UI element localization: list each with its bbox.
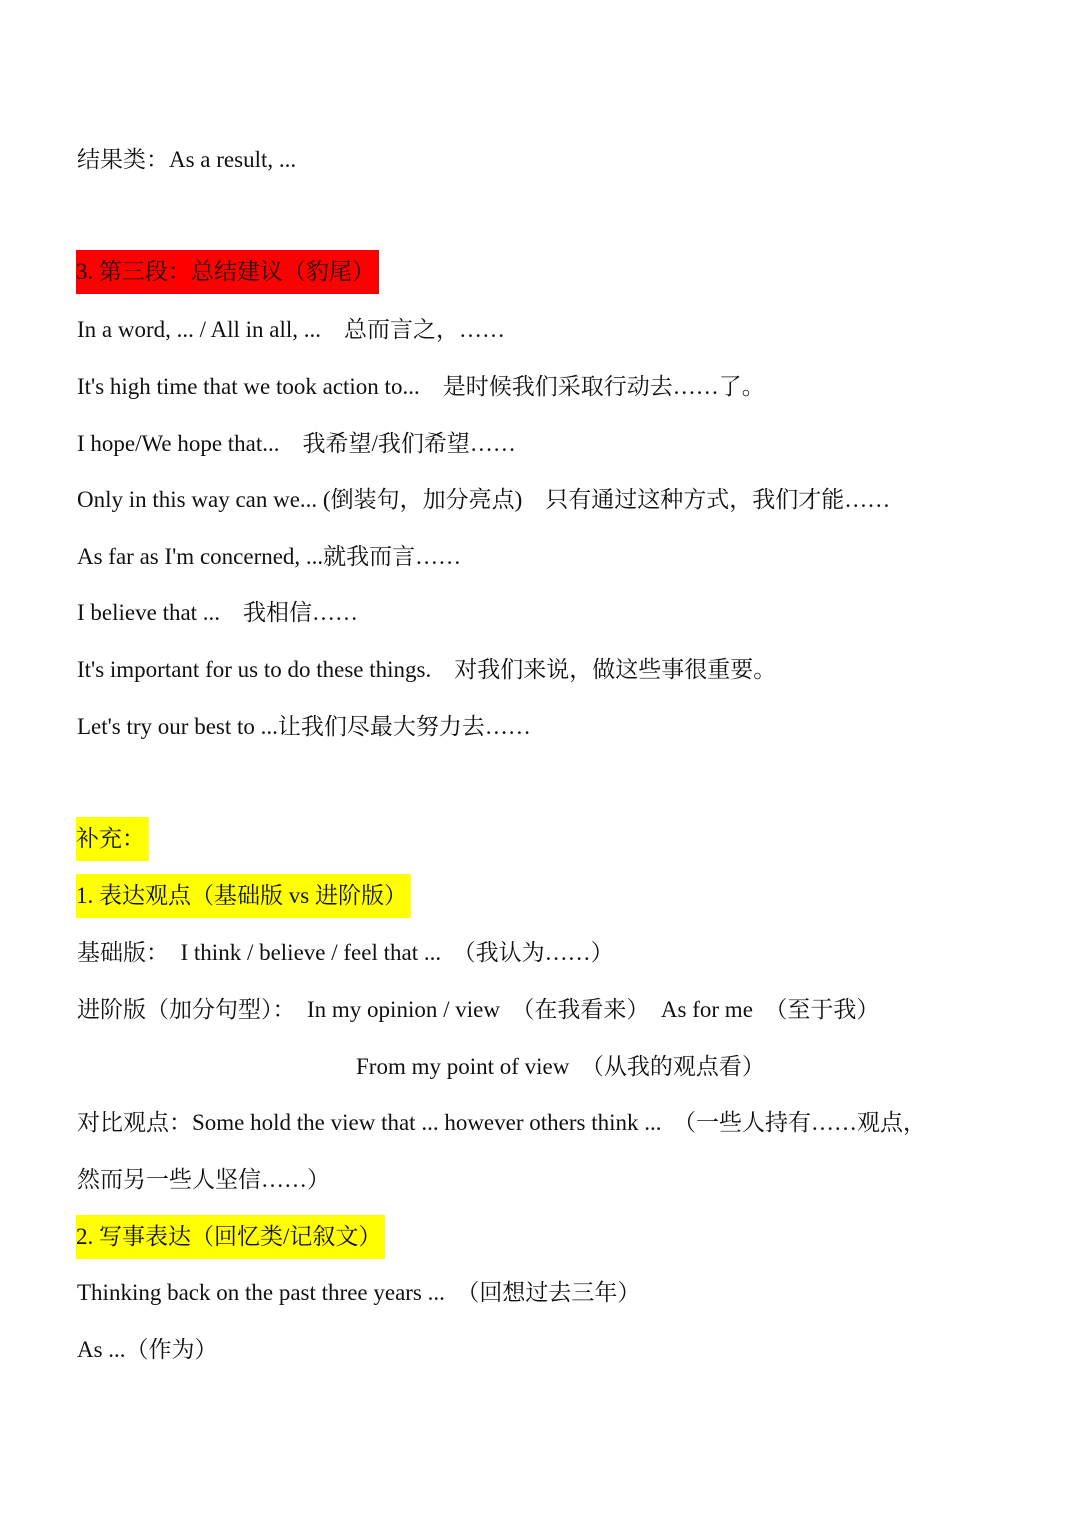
section-3-heading-highlight: 3. 第三段：总结建议（豹尾） (76, 250, 379, 294)
phrase-i-hope: I hope/We hope that... 我希望/我们希望…… (77, 431, 516, 456)
supplement-heading-highlight: 补充： (76, 817, 149, 861)
supplement-heading (77, 817, 149, 861)
phrase-important: It's important for us to do these things. 对我们来说，做这些事很重要。 (77, 657, 777, 682)
phrase-i-believe: I believe that ... 我相信…… (77, 600, 359, 625)
phrase-high-time: It's high time that we took action to... 是时候我们采取行动去……了。 (77, 374, 765, 399)
point-of-view-line: From my point of view （从我的观点看） (356, 1054, 765, 1079)
basic-version-line: 基础版： I think / believe / feel that ... （我认为……） (77, 940, 614, 965)
phrase-try-our-best: Let's try our best to ...让我们尽最大努力去…… (77, 714, 531, 739)
subsection-1-heading (77, 874, 411, 918)
phrase-in-a-word: In a word, ... / All in all, ... 总而言之，…… (77, 317, 506, 342)
subsection-2-heading (77, 1215, 385, 1259)
thinking-back-line: Thinking back on the past three years ... （回想过去三年） (77, 1280, 641, 1305)
result-phrase-line: 结果类：As a result, ... (77, 147, 297, 172)
contrast-view-line: 对比观点：Some hold the view that ... however others think ... （一些人持有……观点， (77, 1110, 927, 1135)
advanced-version-line: 进阶版（加分句型）： In my opinion / view （在我看来） As for me （至于我） (77, 997, 880, 1022)
section-3-heading (77, 250, 379, 294)
phrase-as-far-as: As far as I'm concerned, ...就我而言…… (77, 544, 462, 569)
subsection-1-heading-highlight: 1. 表达观点（基础版 vs 进阶版） (76, 874, 411, 918)
contrast-view-line-continued: 然而另一些人坚信……） (77, 1167, 330, 1192)
as-line: As ...（作为） (77, 1337, 218, 1362)
phrase-only-in-this-way: Only in this way can we... (倒装句，加分亮点) 只有通过这种方式，我们才能…… (77, 487, 891, 512)
subsection-2-heading-highlight: 2. 写事表达（回忆类/记叙文） (76, 1215, 385, 1259)
